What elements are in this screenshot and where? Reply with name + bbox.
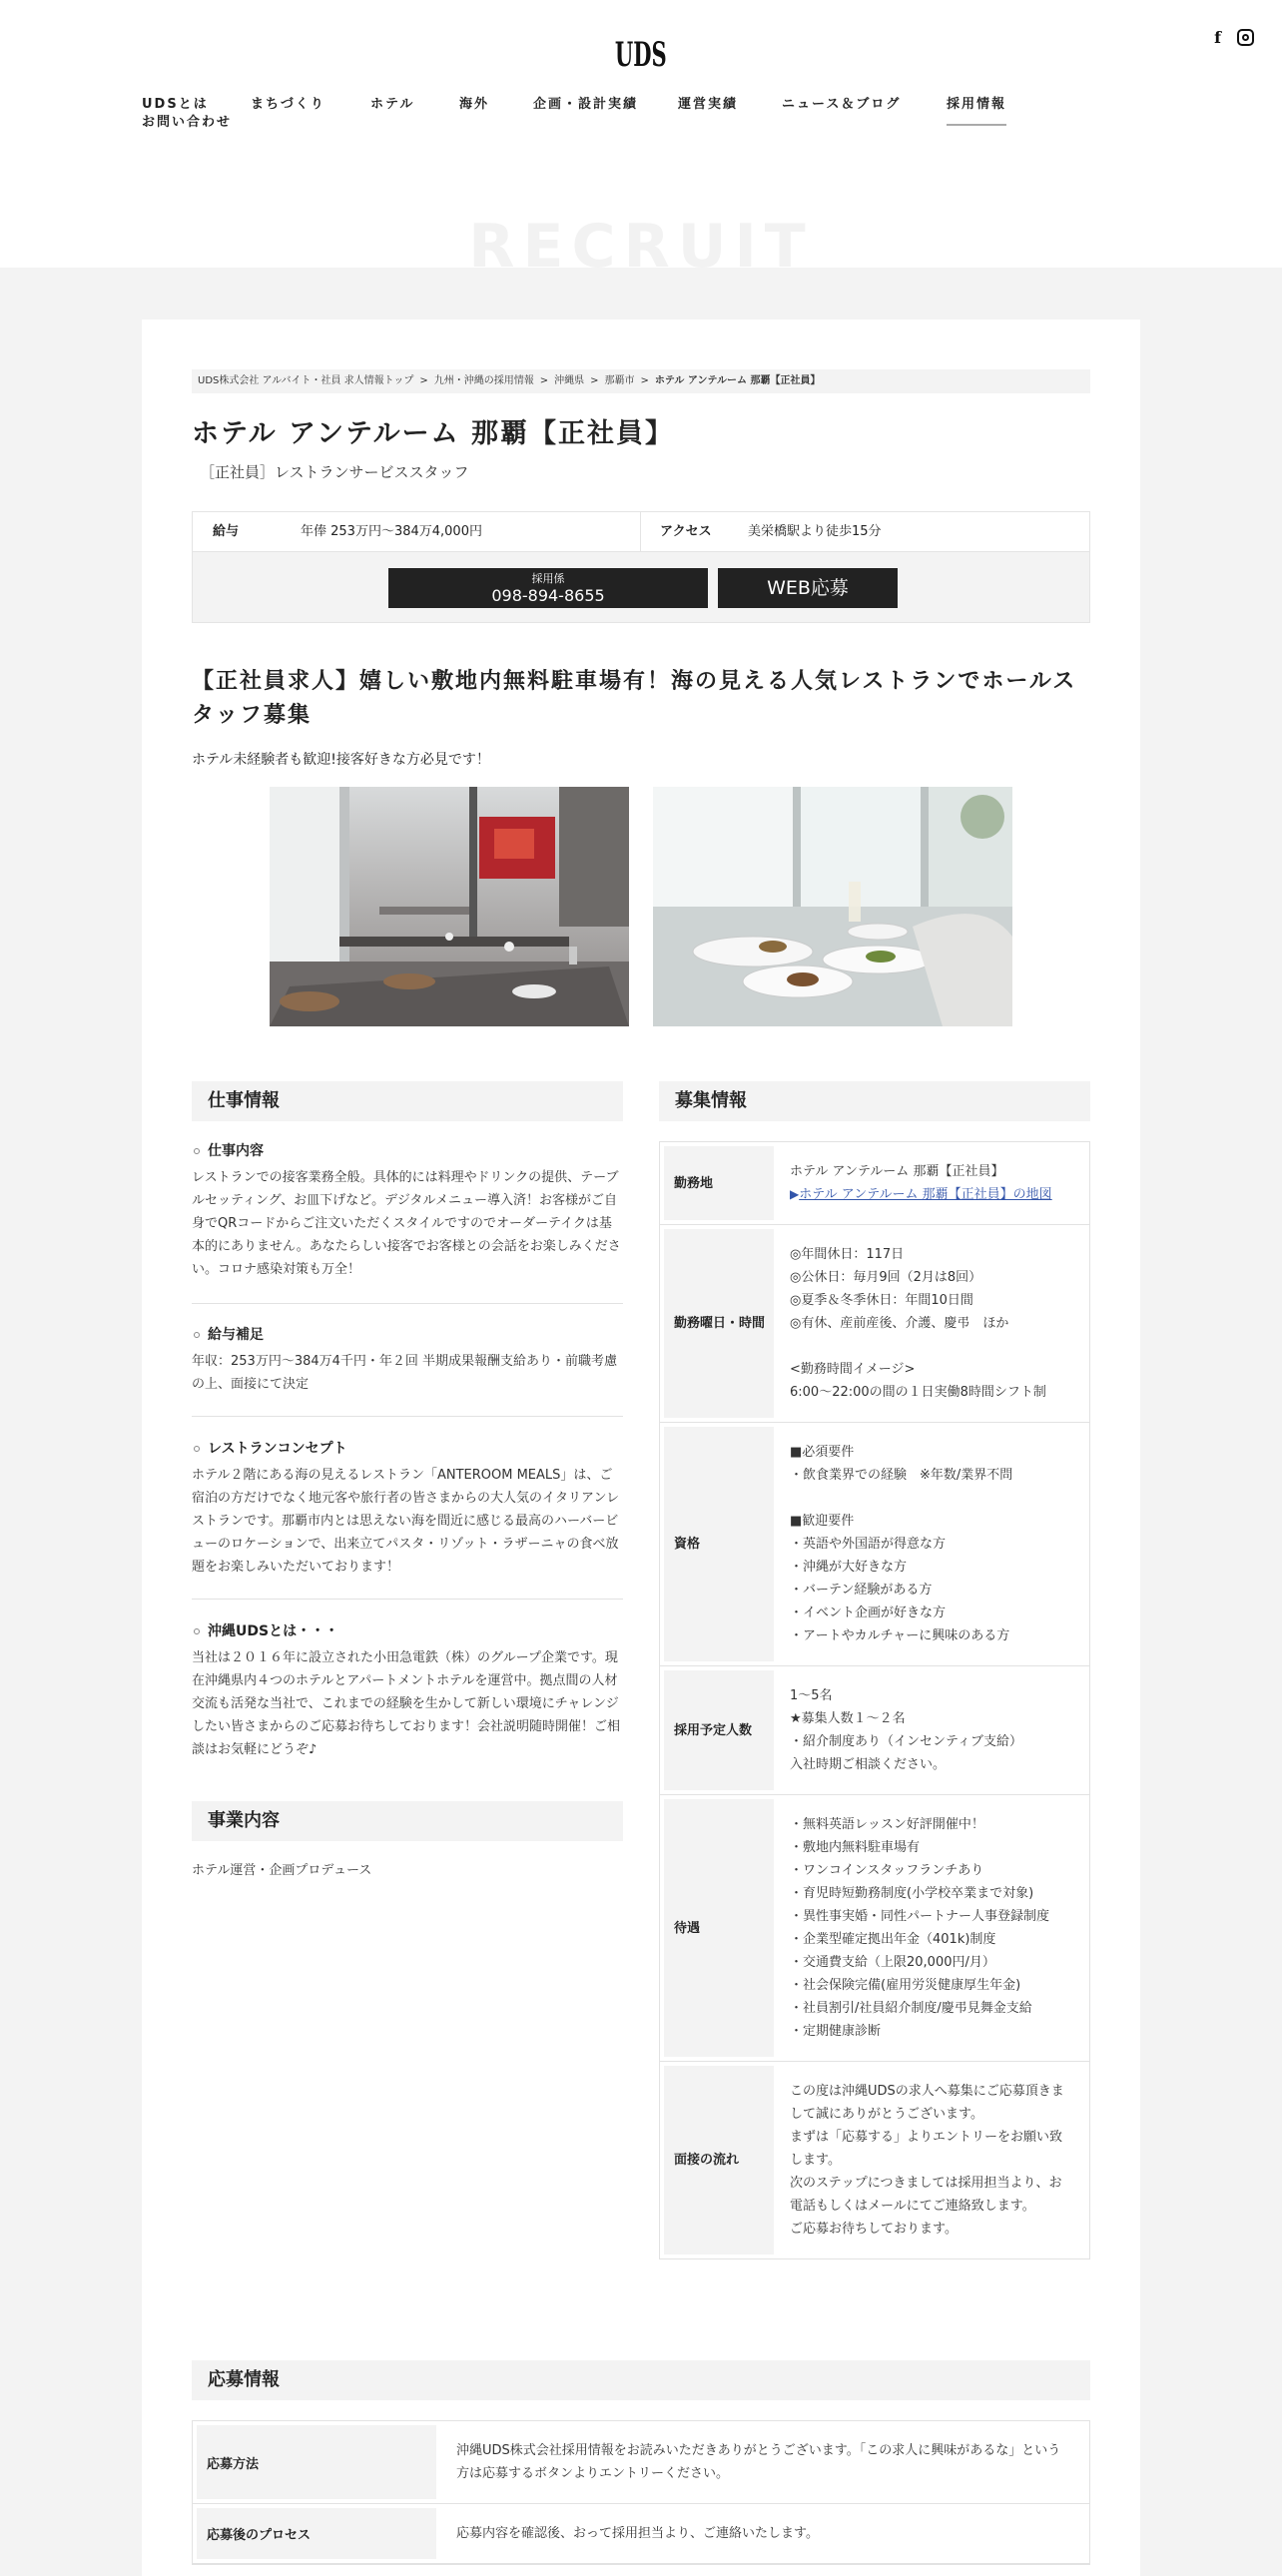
main-nav	[142, 96, 1140, 136]
table-row	[660, 2062, 1089, 2258]
table-row	[193, 2504, 1089, 2564]
site-header	[0, 0, 1282, 282]
work-item-body: レストランでの接客業務全般。具体的には料理やドリンクの提供、テーブルセッティング、お皿下げなど。デジタルメニュー導入済！お客様がご自身でQRコードからご注文いただくスタイルですのでオーダーテイクは基本的にありません。あなたらしい接客でお客様との会話をお楽しみください。コロナ感染対策も万全！	[192, 1170, 621, 1277]
job-subtitle: ［正社員］レストランサービススタッフ	[200, 463, 469, 481]
breadcrumb	[192, 369, 1090, 393]
location-text: ホテル アンテルーム 那覇【正社員】	[790, 1164, 1004, 1179]
row-label: 応募後のプロセス	[197, 2508, 436, 2559]
table-row	[660, 1225, 1089, 1423]
job-headline: 【正社員求人】嬉しい敷地内無料駐車場有！海の見える人気レストランでホールスタッフ募集	[192, 669, 1077, 728]
divider	[192, 1599, 623, 1600]
salary-value: 年俸 253万円～384万4,000円	[301, 524, 482, 539]
nav-item-about[interactable]: UDSとは お問い合わせ	[142, 97, 233, 130]
nav-item-overseas[interactable]: 海外	[459, 97, 490, 112]
divider	[192, 1303, 623, 1304]
recruit-table	[659, 1141, 1090, 2259]
restaurant-photo	[270, 787, 629, 1026]
row-value: この度は沖縄UDSの求人へ募集にご応募頂きまして誠にありがとうございます。 まずは「応募する」よりエントリーをお願い致します。 次のステップにつきましては採用担当より、お電話もしくはメールにてご連絡致します。 ご応募お待ちしております。	[790, 2084, 1064, 2237]
breadcrumb-item[interactable]: 那覇市	[604, 375, 635, 386]
work-item-title: レストランコンセプト	[194, 1438, 347, 1458]
row-value: ◎年間休日：117日 ◎公休日：毎月9回（2月は8回） ◎夏季＆冬季休日：年間10日間 ◎有休、産前産後、介護、慶弔 ほか <勤務時間イメージ> 6:00～22:00の間の１日実働8時間シフト制	[790, 1247, 1046, 1400]
info-box	[192, 511, 1090, 623]
apply-table	[192, 2420, 1090, 2565]
info-divider	[640, 512, 641, 552]
web-apply-button[interactable]: WEB応募	[718, 568, 898, 608]
triangle-icon: ▶	[790, 1187, 800, 1201]
breadcrumb-item[interactable]: 九州・沖縄の採用情報	[433, 375, 534, 386]
table-row	[660, 1142, 1089, 1225]
work-item-title: 仕事内容	[194, 1140, 264, 1160]
business-heading: 事業内容	[192, 1801, 623, 1841]
recruit-info-heading: 募集情報	[659, 1081, 1090, 1121]
breadcrumb-sep: >	[640, 375, 649, 386]
row-value: 1～5名 ★募集人数１～２名 ・紹介制度あり（インセンティブ支給） 入社時期ご相談ください。	[790, 1688, 1022, 1772]
nav-item-hotel[interactable]: ホテル	[370, 97, 415, 112]
work-item-body: ホテル２階にある海の見えるレストラン「ANTEROOM MEALS」は、ご宿泊の方だけでなく地元客や旅行者の皆さまからの大人気のイタリアンレストランです。那覇市内とは思えない海を間近に感じる最高のハーバービューのロケーションで、出来立てパスタ・リゾット・ラザーニャの食べ放題をお楽しみいただいております！	[192, 1468, 620, 1575]
table-row	[660, 1423, 1089, 1666]
work-item-title: 沖縄UDSとは・・・	[194, 1620, 338, 1640]
row-label: 待遇	[664, 1799, 774, 2057]
row-label: 面接の流れ	[664, 2066, 774, 2254]
row-label: 勤務地	[664, 1146, 774, 1220]
work-info-heading: 仕事情報	[192, 1081, 623, 1121]
breadcrumb-current: ホテル アンテルーム 那覇【正社員】	[654, 375, 821, 386]
row-label: 勤務曜日・時間	[664, 1229, 774, 1418]
access-label: アクセス	[660, 524, 712, 539]
divider	[192, 1416, 623, 1417]
info-row	[193, 512, 1089, 552]
row-value: ・無料英語レッスン好評開催中！ ・敷地内無料駐車場有 ・ワンコインスタッフランチあり ・育児時短勤務制度(小学校卒業まで対象) ・異性事実婚・同性パートナー人事登録制度 ・企業型確定拠出年金（401k)制度 ・交通費支給（上限20,000円/月） ・社会保険完備(雇用労災健康厚生年金) ・社員割引/社員紹介制度/慶弔見舞金支給 ・定期健康診断	[790, 1817, 1050, 2039]
dishes-photo	[653, 787, 1012, 1026]
facebook-icon[interactable]: f	[1214, 28, 1221, 47]
table-row	[193, 2421, 1089, 2504]
breadcrumb-sep: >	[419, 375, 428, 386]
salary-label: 給与	[213, 524, 240, 539]
phone-caption: 採用係	[531, 572, 565, 585]
row-label: 採用予定人数	[664, 1670, 774, 1790]
access-value: 美栄橋駅より徒歩15分	[748, 524, 882, 539]
breadcrumb-item[interactable]: UDS株式会社 アルバイト・社員 求人情報トップ	[198, 375, 414, 386]
job-card	[142, 320, 1140, 2576]
work-item-body: 年収：253万円～384万4千円・年２回 半期成果報酬支給あり・前職考慮の上、面接にて決定	[192, 1354, 618, 1392]
breadcrumb-item[interactable]: 沖縄県	[554, 375, 585, 386]
row-value: ■必須要件 ・飲食業界での経験 ※年数/業界不問 ■歓迎要件 ・英語や外国語が得意な方 ・沖縄が大好きな方 ・バーテン経験がある方 ・イベント企画が好きな方 ・アートやカルチャーに興味のある方	[790, 1445, 1013, 1643]
phone-number: 098-894-8655	[491, 586, 605, 605]
svg-text:UDS: UDS	[614, 33, 667, 75]
nav-item-machizukuri[interactable]: まちづくり	[251, 97, 325, 112]
instagram-icon[interactable]	[1237, 29, 1254, 46]
row-value: 沖縄UDS株式会社採用情報をお読みいただきありがとうございます。「この求人に興味があるな」という方は応募するボタンよりエントリーください。	[456, 2443, 1061, 2481]
row-label: 資格	[664, 1427, 774, 1661]
nav-item-design[interactable]: 企画・設計実績	[533, 97, 639, 112]
row-value: 応募内容を確認後、おって採用担当より、ご連絡いたします。	[456, 2526, 819, 2541]
row-label: 応募方法	[197, 2425, 436, 2499]
page-title: ホテル アンテルーム 那覇【正社員】	[192, 418, 675, 449]
nav-item-recruit[interactable]: 採用情報	[947, 96, 1006, 126]
social-links	[1214, 28, 1254, 47]
apply-info-heading: 応募情報	[192, 2360, 1090, 2400]
map-link[interactable]: ホテル アンテルーム 那覇【正社員】の地図	[799, 1187, 1052, 1202]
job-lead: ホテル未経験者も歓迎!接客好きな方必見です！	[192, 752, 490, 768]
uds-logo[interactable]	[614, 28, 667, 75]
table-row	[660, 1795, 1089, 2062]
business-body: ホテル運営・企画プロデュース	[192, 1863, 372, 1878]
phone-button[interactable]	[388, 568, 708, 608]
work-item-body: 当社は２０１６年に設立された小田急電鉄（株）のグループ企業です。現在沖縄県内４つのホテルとアパートメントホテルを運営中。拠点間の人材交流も活発な当社で、これまでの経験を生かして新しい環境にチャレンジしたい皆さまからのご応募お待ちしております！会社説明随時開催！ご相談はお気軽にどうぞ♪	[192, 1650, 621, 1757]
nav-item-operation[interactable]: 運営実績	[678, 97, 739, 112]
nav-item-news-blog[interactable]: ニュース＆ブログ	[782, 97, 902, 112]
hero-text: RECRUIT	[468, 212, 814, 282]
breadcrumb-sep: >	[590, 375, 599, 386]
row-value	[774, 1146, 1085, 1220]
breadcrumb-sep: >	[539, 375, 549, 386]
work-item-title: 給与補足	[194, 1324, 264, 1344]
table-row	[660, 1666, 1089, 1795]
